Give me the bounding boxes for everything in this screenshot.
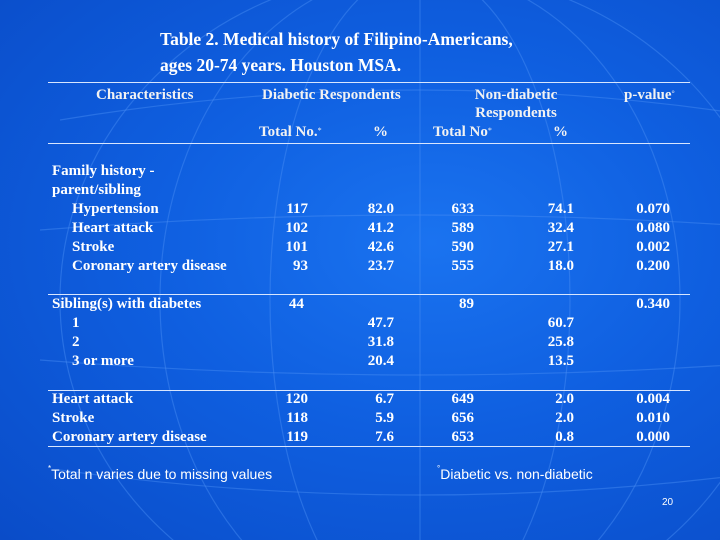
footnote-left-mark: * (48, 464, 52, 473)
nondiabetic-pct: 2.0 (555, 391, 574, 407)
diabetic-pct: 82.0 (367, 201, 394, 217)
p-value: 0.080 (636, 220, 670, 236)
siblings-p-value: 0.340 (636, 296, 670, 312)
nondiabetic-pct: 13.5 (547, 353, 574, 369)
slide-title (160, 26, 680, 78)
diabetic-pct: 41.2 (367, 220, 394, 236)
header-bottom-rule (48, 143, 690, 144)
row-label: Heart attack (72, 220, 154, 236)
p-value: 0.004 (636, 391, 670, 407)
diabetic-pct: 47.7 (367, 315, 394, 331)
title-line-2: ages 20-74 years. Houston MSA. (160, 55, 402, 75)
header-total-no-diabetic: Total No.* (259, 124, 322, 140)
diabetic-pct: 5.9 (375, 410, 394, 426)
row-label: 3 or more (72, 353, 134, 369)
family-history-heading-1: Family history - (52, 163, 155, 179)
nondiabetic-pct: 60.7 (547, 315, 574, 331)
footnote-right-mark: ° (437, 464, 441, 473)
nondiabetic-total: 649 (451, 391, 474, 407)
row-label: Heart attack (52, 391, 134, 407)
p-value: 0.002 (636, 239, 670, 255)
p-value: 0.200 (636, 258, 670, 274)
row-label: Coronary artery disease (52, 429, 207, 445)
diabetic-total: 120 (285, 391, 308, 407)
total-no-mark-2: * (487, 126, 492, 135)
diabetic-total: 118 (286, 410, 308, 426)
nondiabetic-total: 656 (451, 410, 474, 426)
diabetic-total: 93 (293, 258, 308, 274)
page-number: 20 (662, 497, 674, 508)
row-label: 1 (72, 315, 80, 331)
footnote-right: °Diabetic vs. non-diabetic (437, 464, 593, 482)
siblings-heading: Sibling(s) with diabetes (52, 296, 202, 312)
diabetic-total: 101 (285, 239, 308, 255)
row-label: Coronary artery disease (72, 258, 227, 274)
nondiabetic-total: 633 (451, 201, 474, 217)
diabetic-total: 117 (286, 201, 308, 217)
diabetic-pct: 7.6 (375, 429, 394, 445)
family-history-heading-2: parent/sibling (52, 182, 141, 198)
nondiabetic-pct: 0.8 (555, 429, 574, 445)
nondiabetic-pct: 25.8 (547, 334, 574, 350)
nondiabetic-pct: 18.0 (547, 258, 574, 274)
header-total-no-nondiabetic: Total No* (433, 124, 492, 140)
header-non-diabetic-line1: Non-diabetic (474, 87, 558, 103)
diabetic-pct: 6.7 (375, 391, 394, 407)
diabetic-pct: 20.4 (367, 353, 394, 369)
nondiabetic-total: 555 (451, 258, 474, 274)
siblings-nondiabetic-total: 89 (459, 296, 474, 312)
nondiabetic-total: 589 (451, 220, 474, 236)
row-label: Stroke (52, 410, 95, 426)
title-line-1: Table 2. Medical history of Filipino-Americans, (160, 29, 513, 49)
row-label: Stroke (72, 239, 115, 255)
table-top-rule (48, 82, 690, 83)
total-no-mark: * (317, 126, 322, 135)
header-diabetic: Diabetic Respondents (262, 87, 401, 103)
pvalue-mark: ° (671, 89, 675, 98)
nondiabetic-pct: 27.1 (547, 239, 574, 255)
header-pct-nondiabetic: % (553, 124, 568, 140)
nondiabetic-pct: 2.0 (555, 410, 574, 426)
diabetic-pct: 23.7 (367, 258, 394, 274)
row-label: Hypertension (72, 201, 159, 217)
diabetic-total: 119 (286, 429, 308, 445)
diabetic-pct: 42.6 (367, 239, 394, 255)
header-pvalue: p-value° (624, 87, 675, 103)
footnote-left: *Total n varies due to missing values (48, 464, 273, 482)
header-characteristics: Characteristics (96, 87, 194, 103)
p-value: 0.070 (636, 201, 670, 217)
header-non-diabetic-line2: Respondents (475, 105, 557, 121)
nondiabetic-total: 590 (451, 239, 474, 255)
row-label: 2 (72, 334, 80, 350)
diabetic-total: 102 (285, 220, 308, 236)
header-pct-diabetic: % (373, 124, 388, 140)
p-value: 0.010 (636, 410, 670, 426)
nondiabetic-pct: 74.1 (547, 201, 574, 217)
nondiabetic-pct: 32.4 (547, 220, 574, 236)
p-value: 0.000 (636, 429, 670, 445)
nondiabetic-total: 653 (451, 429, 474, 445)
diabetic-pct: 31.8 (367, 334, 394, 350)
siblings-diabetic-total: 44 (289, 296, 304, 312)
